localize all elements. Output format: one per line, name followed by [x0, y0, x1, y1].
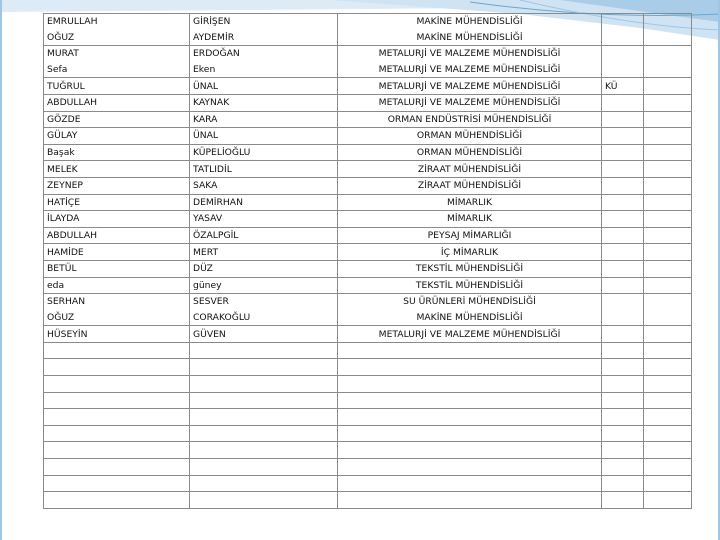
- last-name-cell: KÜPELİOĞLU: [190, 144, 338, 161]
- note-cell: [602, 376, 644, 393]
- department-cell: METALURJİ VE MALZEME MÜHENDİSLİĞİ: [338, 78, 602, 95]
- empty-cell: [644, 194, 692, 211]
- first-name-cell: [44, 475, 190, 492]
- department-cell: ZİRAAT MÜHENDİSLİĞİ: [338, 161, 602, 178]
- note-cell: [602, 177, 644, 194]
- table-row: [44, 78, 692, 95]
- last-name-cell: ÖZALPGİL: [190, 227, 338, 244]
- department-cell: ORMAN ENDÜSTRİSİ MÜHENDİSLİĞİ: [338, 111, 602, 128]
- department-cell: [338, 442, 602, 459]
- note-cell: [602, 227, 644, 244]
- last-name-cell: TATLIDİL: [190, 161, 338, 178]
- last-name-cell: ÜNAL: [190, 78, 338, 95]
- first-name-cell: [44, 342, 190, 359]
- note-cell: [602, 144, 644, 161]
- empty-cell: [644, 62, 692, 78]
- empty-cell: [644, 244, 692, 261]
- department-cell: METALURJİ VE MALZEME MÜHENDİSLİĞİ: [338, 326, 602, 343]
- table-row: [44, 211, 692, 228]
- table-row: [44, 111, 692, 128]
- table-row: [44, 194, 692, 211]
- last-name-cell: [190, 425, 338, 442]
- note-cell: [602, 442, 644, 459]
- last-name-cell: CORAKOĞLU: [190, 310, 338, 326]
- first-name-cell: OĞUZ: [44, 310, 190, 326]
- empty-cell: [644, 277, 692, 294]
- first-name-cell: eda: [44, 277, 190, 294]
- note-cell: [602, 111, 644, 128]
- empty-cell: [644, 326, 692, 343]
- table-row: [44, 492, 692, 509]
- department-cell: MİMARLIK: [338, 211, 602, 228]
- first-name-cell: [44, 359, 190, 376]
- department-cell: [338, 392, 602, 409]
- first-name-cell: [44, 425, 190, 442]
- note-cell: [602, 310, 644, 326]
- empty-cell: [644, 94, 692, 111]
- last-name-cell: [190, 359, 338, 376]
- note-cell: [602, 46, 644, 62]
- last-name-cell: [190, 492, 338, 509]
- first-name-cell: Başak: [44, 144, 190, 161]
- table-row: [44, 144, 692, 161]
- department-cell: MAKİNE MÜHENDİSLİĞİ: [338, 14, 602, 30]
- note-cell: [602, 161, 644, 178]
- table-row: [44, 277, 692, 294]
- last-name-cell: Eken: [190, 62, 338, 78]
- note-cell: [602, 260, 644, 277]
- last-name-cell: [190, 442, 338, 459]
- first-name-cell: HÜSEYİN: [44, 326, 190, 343]
- table-row: [44, 161, 692, 178]
- note-cell: [602, 392, 644, 409]
- first-name-cell: [44, 392, 190, 409]
- note-cell: [602, 459, 644, 476]
- empty-cell: [644, 492, 692, 509]
- empty-cell: [644, 376, 692, 393]
- first-name-cell: OĞUZ: [44, 30, 190, 46]
- last-name-cell: SAKA: [190, 177, 338, 194]
- table-row: [44, 459, 692, 476]
- empty-cell: [644, 161, 692, 178]
- table-row: [44, 227, 692, 244]
- empty-cell: [644, 111, 692, 128]
- first-name-cell: ABDULLAH: [44, 227, 190, 244]
- department-cell: TEKSTİL MÜHENDİSLİĞİ: [338, 260, 602, 277]
- table-row: [44, 260, 692, 277]
- empty-cell: [644, 459, 692, 476]
- first-name-cell: ABDULLAH: [44, 94, 190, 111]
- department-cell: METALURJİ VE MALZEME MÜHENDİSLİĞİ: [338, 62, 602, 78]
- table-row: [44, 128, 692, 145]
- empty-cell: [644, 30, 692, 46]
- note-cell: [602, 294, 644, 310]
- department-cell: [338, 425, 602, 442]
- first-name-cell: GÖZDE: [44, 111, 190, 128]
- department-cell: [338, 475, 602, 492]
- table-row: [44, 392, 692, 409]
- note-cell: [602, 425, 644, 442]
- note-cell: [602, 62, 644, 78]
- last-name-cell: [190, 342, 338, 359]
- table-row: [44, 342, 692, 359]
- last-name-cell: [190, 376, 338, 393]
- first-name-cell: Sefa: [44, 62, 190, 78]
- note-cell: [602, 194, 644, 211]
- last-name-cell: KARA: [190, 111, 338, 128]
- department-cell: MİMARLIK: [338, 194, 602, 211]
- empty-cell: [644, 144, 692, 161]
- last-name-cell: SESVER: [190, 294, 338, 310]
- table-row: [44, 30, 692, 46]
- last-name-cell: GİRİŞEN: [190, 14, 338, 30]
- first-name-cell: EMRULLAH: [44, 14, 190, 30]
- table-row: [44, 442, 692, 459]
- empty-cell: [644, 177, 692, 194]
- note-cell: [602, 211, 644, 228]
- department-cell: [338, 376, 602, 393]
- note-cell: [602, 244, 644, 261]
- first-name-cell: [44, 492, 190, 509]
- table-row: [44, 475, 692, 492]
- table-row: [44, 14, 692, 30]
- empty-cell: [644, 392, 692, 409]
- table-row: [44, 177, 692, 194]
- last-name-cell: [190, 475, 338, 492]
- last-name-cell: KAYNAK: [190, 94, 338, 111]
- table-row: [44, 62, 692, 78]
- first-name-cell: [44, 442, 190, 459]
- department-cell: [338, 359, 602, 376]
- department-cell: METALURJİ VE MALZEME MÜHENDİSLİĞİ: [338, 94, 602, 111]
- first-name-cell: HAMİDE: [44, 244, 190, 261]
- department-cell: [338, 409, 602, 426]
- last-name-cell: MERT: [190, 244, 338, 261]
- first-name-cell: BETÜL: [44, 260, 190, 277]
- department-cell: ORMAN MÜHENDİSLİĞİ: [338, 144, 602, 161]
- empty-cell: [644, 46, 692, 62]
- empty-cell: [644, 211, 692, 228]
- first-name-cell: MURAT: [44, 46, 190, 62]
- empty-cell: [644, 442, 692, 459]
- last-name-cell: AYDEMİR: [190, 30, 338, 46]
- empty-cell: [644, 342, 692, 359]
- table-row: [44, 359, 692, 376]
- note-cell: KÜ: [602, 78, 644, 95]
- table-row: [44, 376, 692, 393]
- first-name-cell: [44, 459, 190, 476]
- note-cell: [602, 128, 644, 145]
- empty-cell: [644, 475, 692, 492]
- department-cell: [338, 492, 602, 509]
- last-name-cell: [190, 409, 338, 426]
- last-name-cell: ÜNAL: [190, 128, 338, 145]
- table-body: [44, 14, 692, 509]
- table-row: [44, 310, 692, 326]
- student-table: [43, 13, 692, 509]
- department-cell: ORMAN MÜHENDİSLİĞİ: [338, 128, 602, 145]
- table-row: [44, 94, 692, 111]
- first-name-cell: İLAYDA: [44, 211, 190, 228]
- department-cell: MAKİNE MÜHENDİSLİĞİ: [338, 310, 602, 326]
- first-name-cell: SERHAN: [44, 294, 190, 310]
- table-row: [44, 46, 692, 62]
- empty-cell: [644, 294, 692, 310]
- empty-cell: [644, 260, 692, 277]
- table-row: [44, 244, 692, 261]
- first-name-cell: HATİÇE: [44, 194, 190, 211]
- note-cell: [602, 475, 644, 492]
- department-cell: [338, 342, 602, 359]
- last-name-cell: [190, 459, 338, 476]
- note-cell: [602, 30, 644, 46]
- table-row: [44, 294, 692, 310]
- department-cell: METALURJİ VE MALZEME MÜHENDİSLİĞİ: [338, 46, 602, 62]
- empty-cell: [644, 425, 692, 442]
- note-cell: [602, 409, 644, 426]
- department-cell: SU ÜRÜNLERİ MÜHENDİSLİĞİ: [338, 294, 602, 310]
- last-name-cell: güney: [190, 277, 338, 294]
- note-cell: [602, 492, 644, 509]
- first-name-cell: TUĞRUL: [44, 78, 190, 95]
- department-cell: MAKİNE MÜHENDİSLİĞİ: [338, 30, 602, 46]
- first-name-cell: MELEK: [44, 161, 190, 178]
- last-name-cell: DEMİRHAN: [190, 194, 338, 211]
- first-name-cell: GÜLAY: [44, 128, 190, 145]
- first-name-cell: [44, 409, 190, 426]
- department-cell: [338, 459, 602, 476]
- empty-cell: [644, 227, 692, 244]
- empty-cell: [644, 359, 692, 376]
- empty-cell: [644, 128, 692, 145]
- table-row: [44, 425, 692, 442]
- empty-cell: [644, 14, 692, 30]
- department-cell: PEYSAJ MİMARLIĞI: [338, 227, 602, 244]
- note-cell: [602, 14, 644, 30]
- last-name-cell: ERDOĞAN: [190, 46, 338, 62]
- table-row: [44, 326, 692, 343]
- note-cell: [602, 277, 644, 294]
- department-cell: TEKSTİL MÜHENDİSLİĞİ: [338, 277, 602, 294]
- empty-cell: [644, 409, 692, 426]
- note-cell: [602, 94, 644, 111]
- last-name-cell: YASAV: [190, 211, 338, 228]
- note-cell: [602, 326, 644, 343]
- note-cell: [602, 342, 644, 359]
- department-cell: İÇ MİMARLIK: [338, 244, 602, 261]
- department-cell: ZİRAAT MÜHENDİSLİĞİ: [338, 177, 602, 194]
- empty-cell: [644, 78, 692, 95]
- first-name-cell: [44, 376, 190, 393]
- last-name-cell: DÜZ: [190, 260, 338, 277]
- first-name-cell: ZEYNEP: [44, 177, 190, 194]
- last-name-cell: GÜVEN: [190, 326, 338, 343]
- last-name-cell: [190, 392, 338, 409]
- note-cell: [602, 359, 644, 376]
- empty-cell: [644, 310, 692, 326]
- table-row: [44, 409, 692, 426]
